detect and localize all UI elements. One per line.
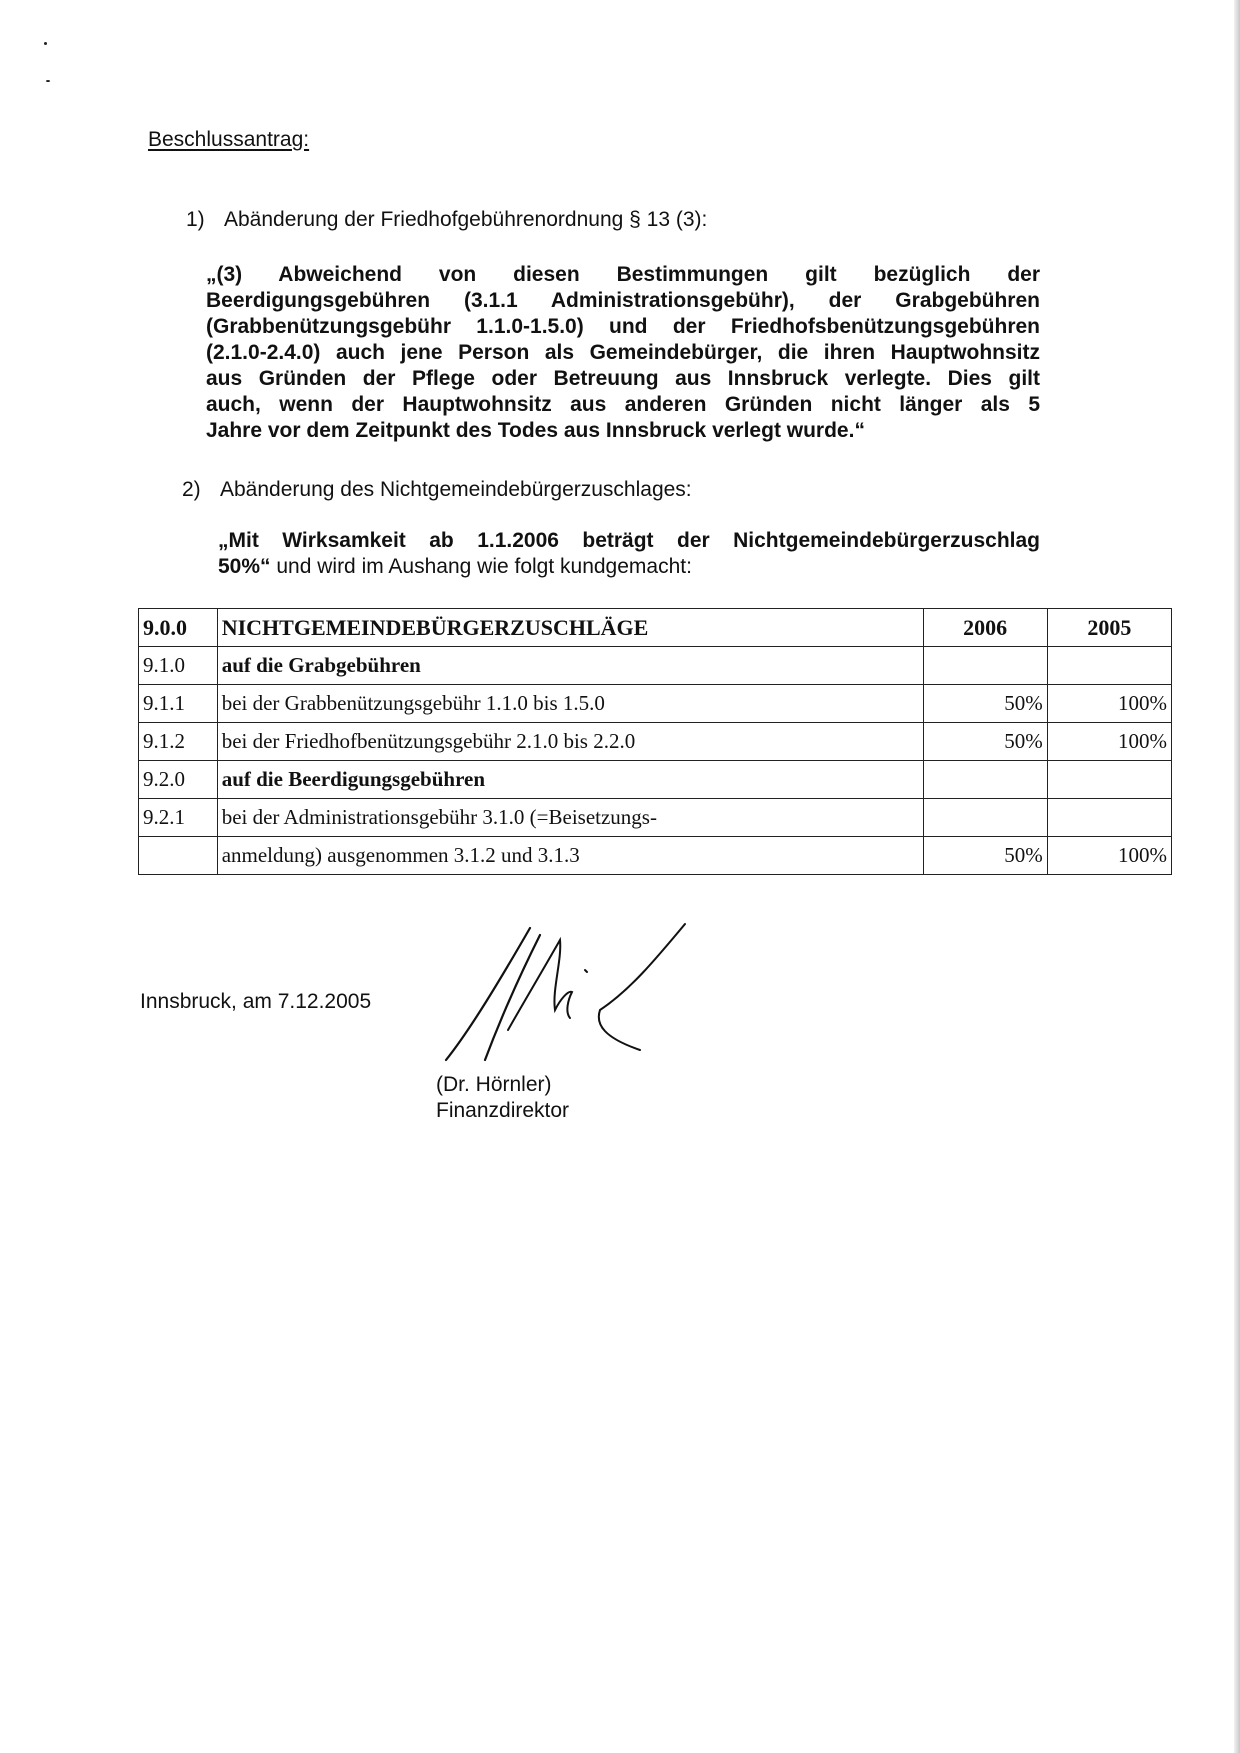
- header-desc: NICHTGEMEINDEBÜRGERZUSCHLÄGE: [217, 609, 923, 647]
- header-year-2005: 2005: [1047, 609, 1171, 647]
- table-header-row: [139, 609, 1172, 647]
- signature-dot: [585, 970, 587, 972]
- quote-bold-part: 50%“: [218, 555, 271, 578]
- row-desc: bei der Grabbenützungsgebühr 1.1.0 bis 1.5.0: [217, 685, 923, 723]
- quote-normal-part: und wird im Aushang wie folgt kundgemacht:: [270, 555, 692, 578]
- table-row: [139, 647, 1172, 685]
- signature-stroke: [508, 940, 572, 1030]
- row-desc: auf die Grabgebühren: [217, 647, 923, 685]
- scan-speck: [44, 42, 47, 45]
- row-code: 9.1.0: [139, 647, 218, 685]
- header-year-2006: 2006: [923, 609, 1047, 647]
- quote-line: aus Gründen der Pflege oder Betreuung aus Innsbruck verlegte. Dies gilt: [206, 367, 1040, 390]
- row-code: 9.2.0: [139, 761, 218, 799]
- item-1-title: [186, 208, 707, 232]
- row-desc: bei der Friedhofbenützungsgebühr 2.1.0 bis 2.2.0: [217, 723, 923, 761]
- item-1-title-text: Abänderung der Friedhofgebührenordnung § 13 (3):: [224, 208, 708, 231]
- signer-title: Finanzdirektor: [436, 1099, 570, 1122]
- scan-edge: [1234, 0, 1240, 1753]
- row-value-2005: [1047, 761, 1171, 799]
- item-2-quote: [218, 528, 1040, 580]
- signature-stroke: [599, 924, 685, 1050]
- row-value-2006: 50%: [923, 685, 1047, 723]
- item-2-title: [182, 478, 692, 502]
- row-desc: auf die Beerdigungsgebühren: [217, 761, 923, 799]
- row-value-2006: 50%: [923, 723, 1047, 761]
- quote-line: „Mit Wirksamkeit ab 1.1.2006 beträgt der Nichtgemeindebürgerzuschlag: [218, 529, 1040, 552]
- row-desc: anmeldung) ausgenommen 3.1.2 und 3.1.3: [217, 837, 923, 875]
- signer-name: (Dr. Hörnler): [436, 1073, 552, 1096]
- item-2-number: 2): [182, 478, 201, 501]
- header-code: 9.0.0: [139, 609, 218, 647]
- item-1-number: 1): [186, 208, 205, 231]
- row-value-2005: 100%: [1047, 723, 1171, 761]
- item-2-title-text: Abänderung des Nichtgemeindebürgerzuschlages:: [220, 478, 692, 501]
- row-value-2005: 100%: [1047, 685, 1171, 723]
- quote-line: (Grabbenützungsgebühr 1.1.0-1.5.0) und der Friedhofsbenützungsgebühren: [206, 315, 1040, 338]
- row-code: 9.2.1: [139, 799, 218, 837]
- signature-stroke: [446, 928, 530, 1060]
- row-code: 9.1.1: [139, 685, 218, 723]
- row-value-2005: [1047, 647, 1171, 685]
- row-value-2006: [923, 647, 1047, 685]
- row-code: [139, 837, 218, 875]
- quote-line: auch, wenn der Hauptwohnsitz aus anderen Gründen nicht länger als 5: [206, 393, 1040, 416]
- table-row: [139, 799, 1172, 837]
- quote-line-2: [218, 554, 1040, 580]
- table-row: [139, 685, 1172, 723]
- row-code: 9.1.2: [139, 723, 218, 761]
- row-value-2006: 50%: [923, 837, 1047, 875]
- heading: Beschlussantrag:: [148, 128, 310, 151]
- fees-table: [138, 608, 1172, 875]
- quote-line: Beerdigungsgebühren (3.1.1 Administrationsgebühr), der Grabgebühren: [206, 289, 1040, 312]
- quote-line: (2.1.0-2.4.0) auch jene Person als Gemeindebürger, die ihren Hauptwohnsitz: [206, 341, 1040, 364]
- handwritten-signature: [440, 920, 700, 1070]
- table-row: [139, 723, 1172, 761]
- table-row: [139, 761, 1172, 799]
- table-row: [139, 837, 1172, 875]
- scan-speck: [46, 80, 50, 82]
- row-value-2006: [923, 799, 1047, 837]
- signer-block: [436, 1072, 569, 1124]
- quote-line: Jahre vor dem Zeitpunkt des Todes aus Innsbruck verlegt wurde.“: [206, 419, 865, 442]
- row-value-2005: 100%: [1047, 837, 1171, 875]
- place-date: Innsbruck, am 7.12.2005: [140, 990, 372, 1013]
- quote-line: „(3) Abweichend von diesen Bestimmungen gilt bezüglich der: [206, 263, 1040, 286]
- row-desc: bei der Administrationsgebühr 3.1.0 (=Beisetzungs-: [217, 799, 923, 837]
- signature-stroke: [485, 935, 540, 1060]
- item-1-quote: [206, 262, 1040, 444]
- row-value-2006: [923, 761, 1047, 799]
- row-value-2005: [1047, 799, 1171, 837]
